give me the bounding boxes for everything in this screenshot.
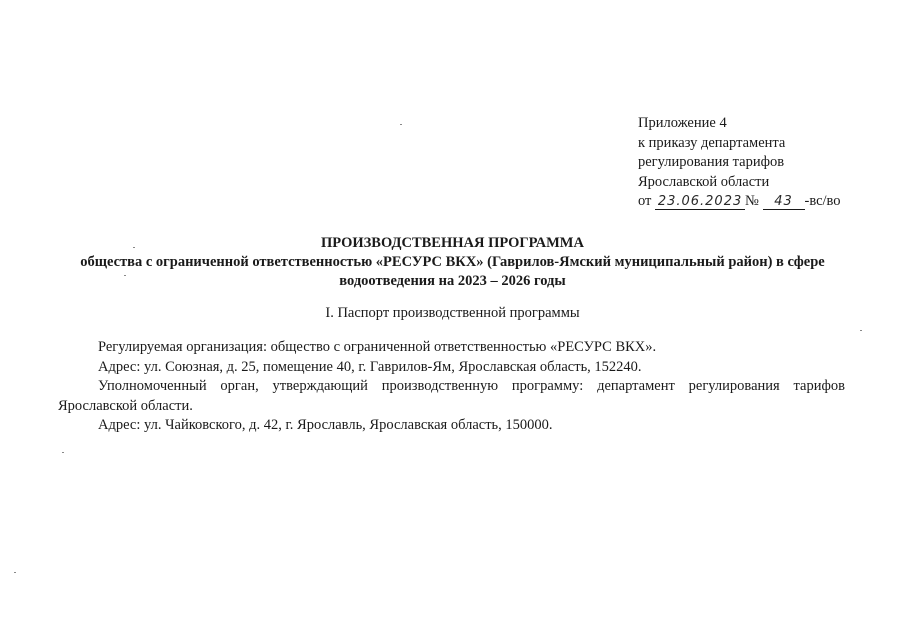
scan-speck <box>860 330 862 331</box>
appendix-block <box>638 114 841 212</box>
authority-address: Адрес: ул. Чайковского, д. 42, г. Ярославль, Ярославская область, 150000. <box>98 417 553 433</box>
regulated-organization: Регулируемая организация: общество с ограниченной ответственностью «РЕСУРС ВКХ». <box>98 339 657 355</box>
appendix-department: регулирования тарифов <box>638 154 785 170</box>
number-suffix: -вс/во <box>804 193 841 209</box>
section-heading: I. Паспорт производственной программы <box>325 305 580 321</box>
handwritten-number: 43 <box>763 194 805 210</box>
program-subtitle-line2: водоотведения на 2023 – 2026 годы <box>339 273 566 289</box>
number-prefix: № <box>745 193 759 209</box>
authorized-body-continuation: Ярославской области. <box>58 397 193 414</box>
scan-speck <box>62 452 64 453</box>
program-subtitle-line1: общества с ограниченной ответственностью «РЕСУРС ВКХ» (Гаврилов-Ямский муниципальный район) в сфере <box>80 254 825 270</box>
appendix-order-ref: к приказу департамента <box>638 134 786 151</box>
authorized-body: Уполномоченный орган, утверждающий производственную программу: департамент регулирования тарифов <box>98 378 845 394</box>
scan-speck <box>124 275 126 276</box>
scan-speck <box>14 572 16 573</box>
appendix-date-line <box>638 192 841 212</box>
appendix-region: Ярославской области <box>638 173 770 190</box>
passport-body <box>58 338 845 436</box>
appendix-number: Приложение 4 <box>638 115 727 131</box>
scan-speck <box>400 124 402 125</box>
date-prefix: от <box>638 193 652 209</box>
handwritten-date: 23.06.2023 <box>655 194 745 210</box>
program-title: ПРОИЗВОДСТВЕННАЯ ПРОГРАММА <box>321 235 584 251</box>
organization-address: Адрес: ул. Союзная, д. 25, помещение 40, г. Гаврилов-Ям, Ярославская область, 152240. <box>98 358 642 375</box>
scan-speck <box>133 247 135 248</box>
